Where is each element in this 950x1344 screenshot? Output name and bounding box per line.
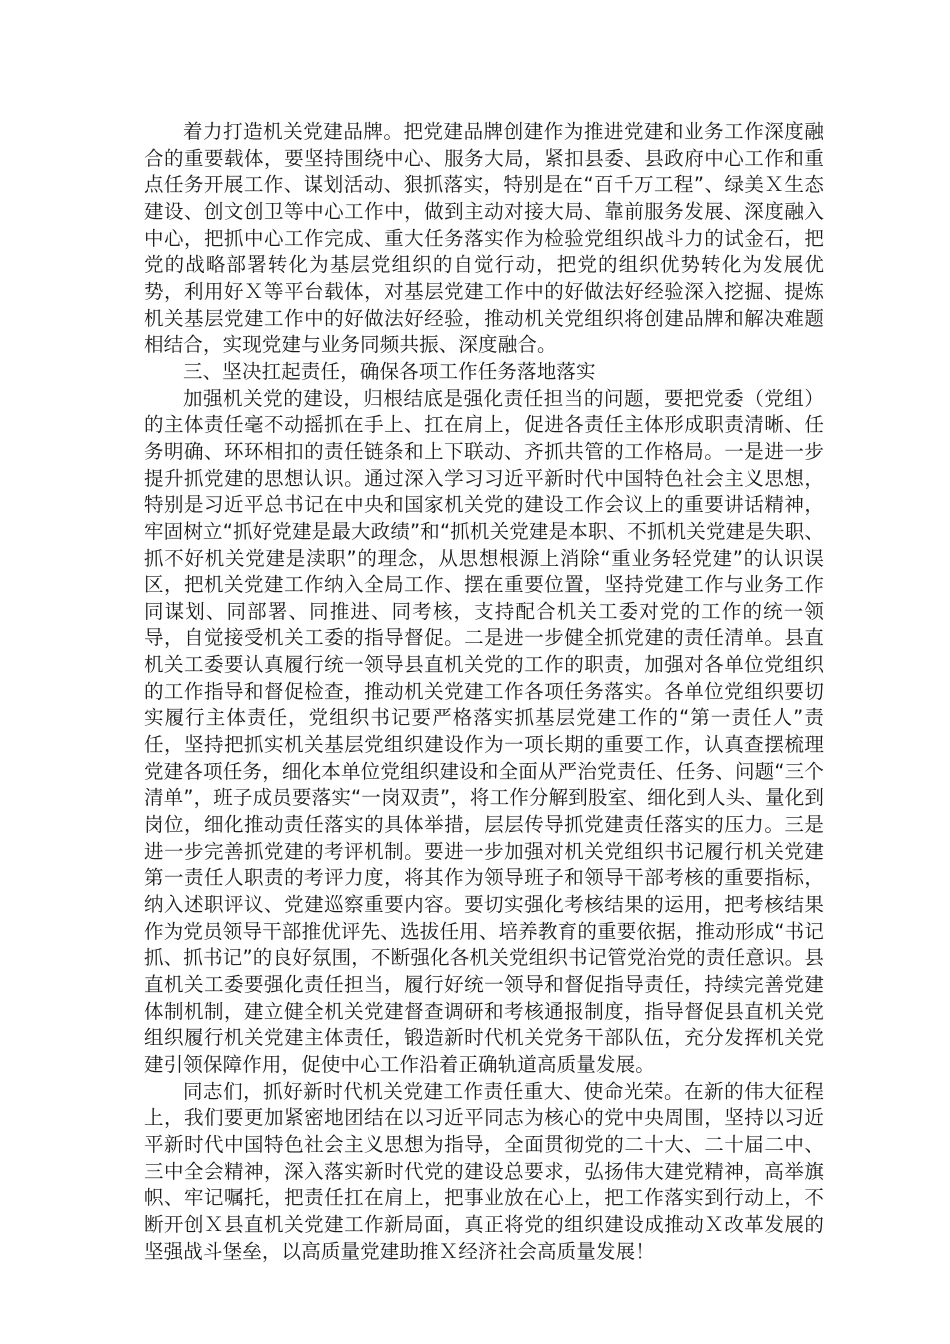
document-body xyxy=(144,119,824,1265)
paragraph-party-brand: 着力打造机关党建品牌。把党建品牌创建作为推进党建和业务工作深度融合的重要载体，要坚持围绕中心、服务大局，紧扣县委、县政府中心工作和重点任务开展工作、谋划活动、狠抓落实，特别是在“百千万工程”、绿美Ｘ生态建设、创文创卫等中心工作中，做到主动对接大局、靠前服务发展、深度融入中心，把抓中心工作完成、重大任务落实作为检验党组织战斗力的试金石，把党的战略部署转化为基层党组织的自觉行动，把党的组织优势转化为发展优势，利用好Ｘ等平台载体，对基层党建工作中的好做法好经验深入挖掘、提炼机关基层党建工作中的好做法好经验，推动机关党组织将创建品牌和解决难题相结合，实现党建与业务同频共振、深度融合。 xyxy=(144,120,824,357)
paragraph-responsibility: 加强机关党的建设，归根结底是强化责任担当的问题，要把党委（党组）的主体责任毫不动摇抓在手上、扛在肩上，促进各责任主体形成职责清晰、任务明确、环环相扣的责任链条和上下联动、齐抓共管的工作格局。一是进一步提升抓党建的思想认识。通过深入学习习近平新时代中国特色社会主义思想，特别是习近平总书记在中央和国家机关党的建设工作会议上的重要讲话精神，牢固树立“抓好党建是最大政绩”和“抓机关党建是本职、不抓机关党建是失职、抓不好机关党建是渎职”的理念，从思想根源上消除“重业务轻党建”的认识误区，把机关党建工作纳入全局工作、摆在重要位置，坚持党建工作与业务工作同谋划、同部署、同推进、同考核，支持配合机关工委对党的工作的统一领导，自觉接受机关工委的指导督促。二是进一步健全抓党建的责任清单。县直机关工委要认真履行统一领导县直机关党的工作的职责，加强对各单位党组织的工作指导和督促检查，推动机关党建工作各项任务落实。各单位党组织要切实履行主体责任，党组织书记要严格落实抓基层党建工作的“第一责任人”责任，坚持把抓实机关基层党组织建设作为一项长期的重要工作，认真查摆梳理党建各项任务，细化本单位党组织建设和全面从严治党责任、任务、问题“三个清单”，班子成员要落实“一岗双责”，将工作分解到股室、细化到人头、量化到岗位，细化推动责任落实的具体举措，层层传导抓党建责任落实的压力。三是进一步完善抓党建的考评机制。要进一步加强对机关党组织书记履行机关党建第一责任人职责的考评力度，将其作为领导班子和领导干部考核的重要指标，纳入述职评议、党建巡察重要内容。要切实强化考核结果的运用，把考核结果作为党员领导干部推优评先、选拔任用、培养教育的重要依据，推动形成“书记抓、抓书记”的良好氛围，不断强化各机关党组织书记管党治党的责任意识。县直机关工委要强化责任担当，履行好统一领导和督促指导责任，持续完善党建体制机制，建立健全机关党建督查调研和考核通报制度，指导督促县直机关党组织履行机关党建主体责任，锻造新时代机关党务干部队伍，充分发挥机关党建引领保障作用，促使中心工作沿着正确轨道高质量发展。 xyxy=(144,386,824,1076)
paragraph-closing: 同志们，抓好新时代机关党建工作责任重大、使命光荣。在新的伟大征程上，我们要更加紧密地团结在以习近平同志为核心的党中央周围，坚持以习近平新时代中国特色社会主义思想为指导，全面贯彻党的二十大、二十届二中、三中全会精神，深入落实新时代党的建设总要求，弘扬伟大建党精神，高举旗帜、牢记嘱托，把责任扛在肩上，把事业放在心上，把工作落实到行动上，不断开创Ｘ县直机关党建工作新局面，真正将党的组织建设成推动Ｘ改革发展的坚强战斗堡垒，以高质量党建助推Ｘ经济社会高质量发展！ xyxy=(144,1079,824,1263)
section-heading-responsibility: 三、坚决扛起责任，确保各项工作任务落地落实 xyxy=(183,359,596,383)
